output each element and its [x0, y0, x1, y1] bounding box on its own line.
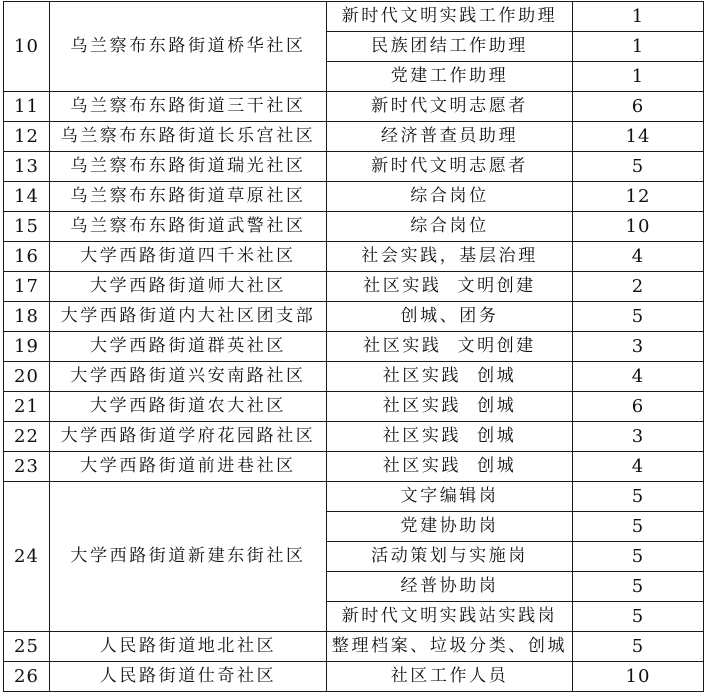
community-name: 乌兰察布东路街道瑞光社区	[50, 152, 327, 182]
position-title: 社会实践，基层治理	[327, 242, 573, 272]
table-row	[4, 632, 704, 662]
position-title: 整理档案、垃圾分类、创城	[327, 632, 573, 662]
row-number: 16	[4, 242, 50, 272]
position-count: 5	[573, 302, 704, 332]
row-number: 22	[4, 422, 50, 452]
table-row	[4, 482, 704, 512]
volunteer-position-table	[3, 1, 704, 692]
community-name: 大学西路街道四千米社区	[50, 242, 327, 272]
position-title: 创城、团务	[327, 302, 573, 332]
community-name: 乌兰察布东路街道桥华社区	[50, 2, 327, 92]
position-count: 12	[573, 182, 704, 212]
position-count: 5	[573, 632, 704, 662]
position-count: 3	[573, 332, 704, 362]
position-title: 社区实践 创城	[327, 452, 573, 482]
row-number: 21	[4, 392, 50, 422]
position-count: 3	[573, 422, 704, 452]
position-count: 4	[573, 362, 704, 392]
position-count: 4	[573, 452, 704, 482]
position-title: 民族团结工作助理	[327, 32, 573, 62]
position-count: 1	[573, 2, 704, 32]
position-count: 1	[573, 62, 704, 92]
row-number: 11	[4, 92, 50, 122]
community-name: 乌兰察布东路街道草原社区	[50, 182, 327, 212]
community-name: 大学西路街道农大社区	[50, 392, 327, 422]
table-row	[4, 152, 704, 182]
position-count: 5	[573, 572, 704, 602]
community-name: 乌兰察布东路街道三干社区	[50, 92, 327, 122]
table-row	[4, 452, 704, 482]
row-number: 10	[4, 2, 50, 92]
position-title: 党建协助岗	[327, 512, 573, 542]
position-count: 5	[573, 602, 704, 632]
community-name: 大学西路街道前进巷社区	[50, 452, 327, 482]
row-number: 14	[4, 182, 50, 212]
position-title: 新时代文明志愿者	[327, 152, 573, 182]
community-name: 乌兰察布东路街道长乐宫社区	[50, 122, 327, 152]
table-body	[4, 2, 704, 692]
position-title: 综合岗位	[327, 182, 573, 212]
position-title: 社区工作人员	[327, 662, 573, 692]
position-title: 新时代文明实践工作助理	[327, 2, 573, 32]
position-count: 10	[573, 662, 704, 692]
row-number: 12	[4, 122, 50, 152]
community-name: 人民路街道地北社区	[50, 632, 327, 662]
community-name: 人民路街道仕奇社区	[50, 662, 327, 692]
position-count: 5	[573, 542, 704, 572]
table-row	[4, 272, 704, 302]
position-count: 5	[573, 152, 704, 182]
table-row	[4, 2, 704, 32]
position-count: 2	[573, 272, 704, 302]
community-name: 大学西路街道师大社区	[50, 272, 327, 302]
row-number: 17	[4, 272, 50, 302]
position-count: 6	[573, 392, 704, 422]
position-title: 新时代文明志愿者	[327, 92, 573, 122]
position-count: 4	[573, 242, 704, 272]
position-title: 社区实践 文明创建	[327, 272, 573, 302]
row-number: 23	[4, 452, 50, 482]
row-number: 25	[4, 632, 50, 662]
table-row	[4, 122, 704, 152]
table-row	[4, 212, 704, 242]
table-row	[4, 242, 704, 272]
row-number: 13	[4, 152, 50, 182]
community-name: 大学西路街道内大社区团支部	[50, 302, 327, 332]
position-title: 综合岗位	[327, 212, 573, 242]
table-row	[4, 332, 704, 362]
table-row	[4, 422, 704, 452]
table-row	[4, 182, 704, 212]
table-row	[4, 662, 704, 692]
row-number: 26	[4, 662, 50, 692]
position-title: 新时代文明实践站实践岗	[327, 602, 573, 632]
position-count: 5	[573, 482, 704, 512]
row-number: 20	[4, 362, 50, 392]
position-count: 6	[573, 92, 704, 122]
table-row	[4, 392, 704, 422]
position-title: 社区实践 创城	[327, 392, 573, 422]
position-count: 5	[573, 512, 704, 542]
table-row	[4, 362, 704, 392]
position-title: 活动策划与实施岗	[327, 542, 573, 572]
position-title: 文字编辑岗	[327, 482, 573, 512]
position-title: 社区实践 创城	[327, 362, 573, 392]
row-number: 15	[4, 212, 50, 242]
position-title: 经普协助岗	[327, 572, 573, 602]
community-name: 大学西路街道新建东街社区	[50, 482, 327, 632]
community-name: 大学西路街道兴安南路社区	[50, 362, 327, 392]
position-count: 14	[573, 122, 704, 152]
position-count: 1	[573, 32, 704, 62]
position-title: 社区实践 文明创建	[327, 332, 573, 362]
table-row	[4, 92, 704, 122]
row-number: 24	[4, 482, 50, 632]
position-title: 党建工作助理	[327, 62, 573, 92]
row-number: 19	[4, 332, 50, 362]
community-name: 大学西路街道群英社区	[50, 332, 327, 362]
position-count: 10	[573, 212, 704, 242]
community-name: 大学西路街道学府花园路社区	[50, 422, 327, 452]
position-title: 经济普查员助理	[327, 122, 573, 152]
position-title: 社区实践 创城	[327, 422, 573, 452]
community-name: 乌兰察布东路街道武警社区	[50, 212, 327, 242]
row-number: 18	[4, 302, 50, 332]
table-row	[4, 302, 704, 332]
